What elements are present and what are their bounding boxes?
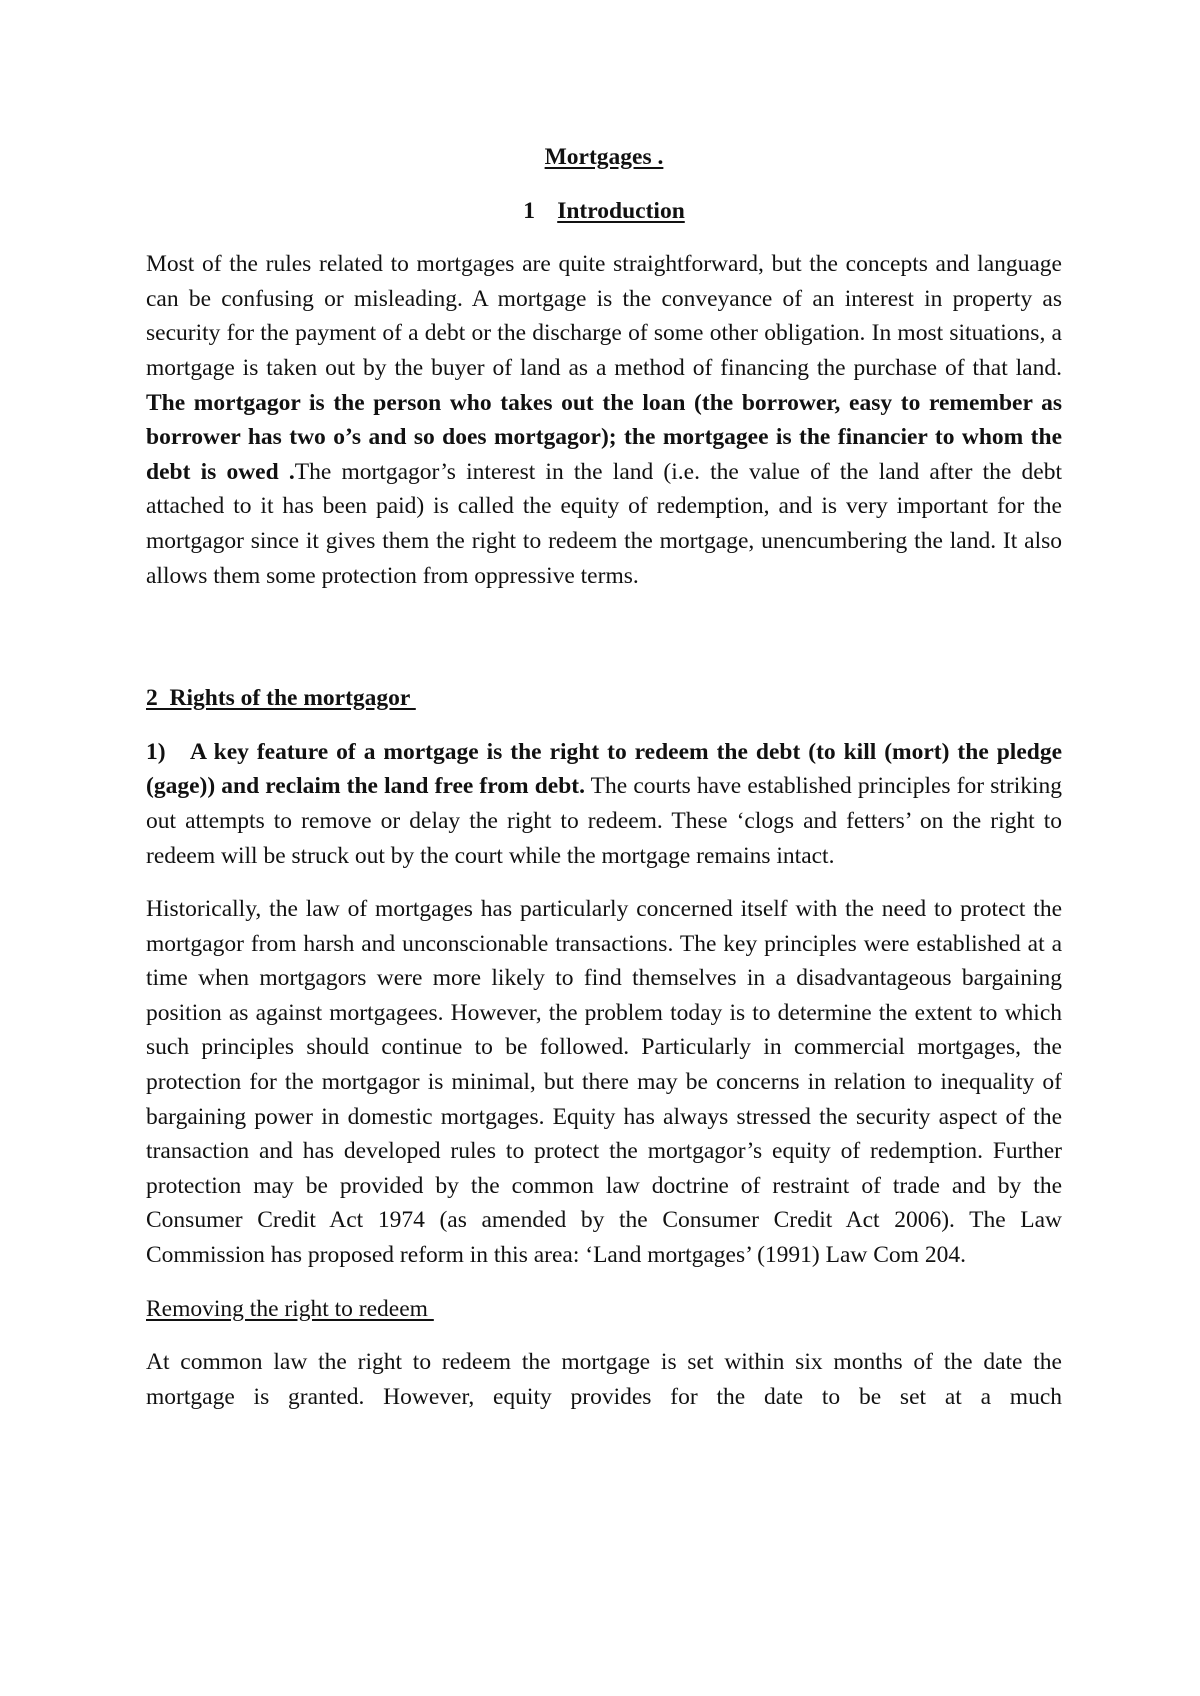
document-title-line: [146, 140, 1062, 175]
section1-heading: Introduction: [557, 197, 685, 224]
rights-item-1-bold: A key feature of a mortgage is the right to redeem the debt (to kill (mort) the pledge (gage)) and reclaim the land free from debt.: [146, 738, 1062, 800]
rights-item-1: [146, 735, 1062, 873]
section1-heading-line: [146, 194, 1062, 229]
intro-text-part2: The mortgagor’s interest in the land (i.e. the value of the land after the debt attached to it has been paid) is called the equity of redemption, and is very important for the mortgagor since it gives them the right to redeem the mortgage, unencumbering the land. It also allows them some protection from oppressive terms.: [146, 458, 1062, 589]
document-page: [146, 140, 1062, 1414]
section2-heading-text: 2 Rights of the mortgagor: [146, 685, 416, 712]
removing-right-subheading: [146, 1292, 1062, 1327]
intro-text-bold: The mortgagor is the person who takes out the loan (the borrower, easy to remember as borrower has two o’s and so does mortgagor); the mortgagee is the financier to whom the debt is owed .: [146, 389, 1062, 485]
document-title: Mortgages .: [544, 144, 664, 170]
section1-number: 1: [523, 197, 535, 224]
intro-paragraph: [146, 247, 1062, 593]
removing-right-subheading-text: Removing the right to redeem: [146, 1295, 434, 1322]
history-paragraph: Historically, the law of mortgages has particularly concerned itself with the need to protect the mortgagor from harsh and unconscionable transactions. The key principles were established at a time when mortgagors were more likely to find themselves in a disadvantageous bargaining position as against mortgagees. However, the problem today is to determine the extent to which such principles should continue to be followed. Particularly in commercial mortgages, the protection for the mortgagor is minimal, but there may be concerns in relation to inequality of bargaining power in domestic mortgages. Equity has always stressed the security aspect of the transaction and has developed rules to protect the mortgagor’s equity of redemption. Further protection may be provided by the common law doctrine of restraint of trade and by the Consumer Credit Act 1974 (as amended by the Consumer Credit Act 2006). The Law Commission has proposed reform in this area: ‘Land mortgages’ (1991) Law Com 204.: [146, 896, 1062, 1269]
intro-text-part1: Most of the rules related to mortgages are quite straightforward, but the concepts and language can be confusing or misleading. A mortgage is the conveyance of an interest in property as security for the payment of a debt or the discharge of some other obligation. In most situations, a mortgage is taken out by the buyer of land as a method of financing the purchase of that land.: [146, 251, 1062, 381]
rights-item-1-text: The courts have established principles for striking out attempts to remove or delay the right to redeem. These ‘clogs and fetters’ on the right to redeem will be struck out by the court while the mortgage remains intact.: [146, 773, 1062, 869]
common-law-paragraph: At common law the right to redeem the mortgage is set within six months of the date the mortgage is granted. However, equity provides for the date to be set at a much: [146, 1349, 1062, 1410]
rights-item-1-index: 1): [146, 738, 166, 765]
section2-heading: [146, 681, 1062, 716]
